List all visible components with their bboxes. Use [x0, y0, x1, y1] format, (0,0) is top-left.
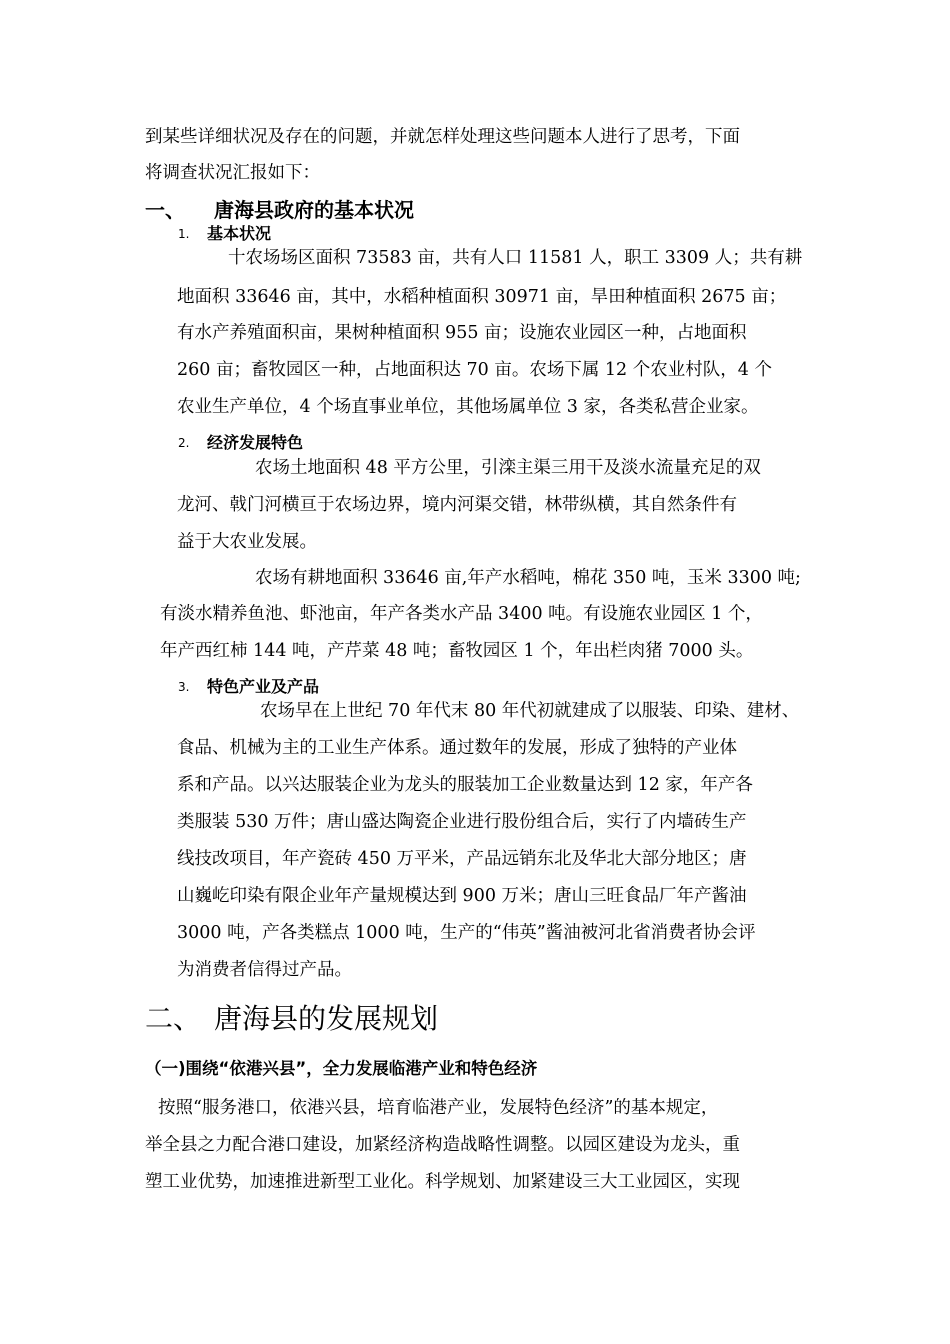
subsection-number: 1. — [178, 227, 190, 241]
paragraph-line: 类服装 530 万件；唐山盛达陶瓷企业进行股份组合后，实行了内墙砖生产 — [177, 812, 747, 832]
paragraph-line: 有淡水精养鱼池、虾池亩，年产各类水产品 3400 吨。有设施农业园区 1 个， — [160, 604, 763, 624]
intro-line: 将调查状况汇报如下： — [145, 163, 320, 183]
paragraph-line: 农场土地面积 48 平方公里，引滦主渠三用干及淡水流量充足的双 — [255, 458, 761, 478]
paragraph-line: 线技改项目，年产瓷砖 450 万平米，产品远销东北及华北大部分地区；唐 — [177, 849, 747, 869]
intro-line: 到某些详细状况及存在的问题，并就怎样处理这些问题本人进行了思考，下面 — [145, 127, 740, 147]
paragraph-line: 十农场场区面积 73583 亩，共有人口 11581 人，职工 3309 人；共有耕 — [228, 248, 803, 268]
section-marker: 二、 — [145, 1002, 202, 1035]
paragraph-line: 年产西红柿 144 吨，产芹菜 48 吨；畜牧园区 1 个，年出栏肉猪 7000 头。 — [160, 641, 754, 661]
paragraph-line: 按照“服务港口，依港兴县，培育临港产业，发展特色经济”的基本规定， — [158, 1098, 719, 1118]
paragraph-line: 农业生产单位，4 个场直事业单位，其他场属单位 3 家，各类私营企业家。 — [177, 397, 759, 417]
paragraph-line: 农场早在上世纪 70 年代末 80 年代初就建成了以服装、印染、建材、 — [260, 701, 800, 721]
paragraph-line: 龙河、戟门河横亘于农场边界，境内河渠交错，林带纵横，其自然条件有 — [177, 495, 737, 515]
subsection-number: 2. — [178, 436, 190, 450]
paragraph-line: 益于大农业发展。 — [177, 532, 317, 552]
subsection-number: 3. — [178, 680, 190, 694]
section-marker: 一、 — [145, 198, 185, 222]
paragraph-line: 食品、机械为主的工业生产体系。通过数年的发展，形成了独特的产业体 — [177, 738, 737, 758]
paragraph-line: 系和产品。以兴达服装企业为龙头的服装加工企业数量达到 12 家，年产各 — [177, 775, 753, 795]
subsection-title: 基本状况 — [207, 224, 272, 243]
subsection-title: 经济发展特色 — [207, 433, 304, 452]
paragraph-line: 3000 吨，产各类糕点 1000 吨，生产的“伟英”酱油被河北省消费者协会评 — [177, 923, 756, 943]
section-title: 唐海县政府的基本状况 — [214, 198, 414, 222]
subsection-title: 特色产业及产品 — [207, 677, 320, 696]
paragraph-line: 地面积 33646 亩，其中，水稻种植面积 30971 亩，旱田种植面积 2675 亩； — [177, 287, 787, 307]
paragraph-line: 为消费者信得过产品。 — [177, 960, 352, 980]
paragraph-line: 举全县之力配合港口建设，加紧经济构造战略性调整。以园区建设为龙头，重 — [145, 1135, 740, 1155]
paragraph-line: 山巍屹印染有限企业年产量规模达到 900 万米；唐山三旺食品厂年产酱油 — [177, 886, 747, 906]
paragraph-line: 有水产养殖面积亩，果树种植面积 955 亩；设施农业园区一种，占地面积 — [177, 323, 747, 343]
section-title: 唐海县的发展规划 — [214, 1002, 439, 1035]
paragraph-line: 260 亩；畜牧园区一种，占地面积达 70 亩。农场下属 12 个农业村队，4 个 — [177, 360, 772, 380]
paragraph-line: 农场有耕地面积 33646 亩,年产水稻吨，棉花 350 吨，玉米 3300 吨; — [255, 568, 801, 588]
subsection-title: （一)围绕“依港兴县”，全力发展临港产业和特色经济 — [145, 1059, 538, 1078]
paragraph-line: 塑工业优势，加速推进新型工业化。科学规划、加紧建设三大工业园区，实现 — [145, 1172, 740, 1192]
